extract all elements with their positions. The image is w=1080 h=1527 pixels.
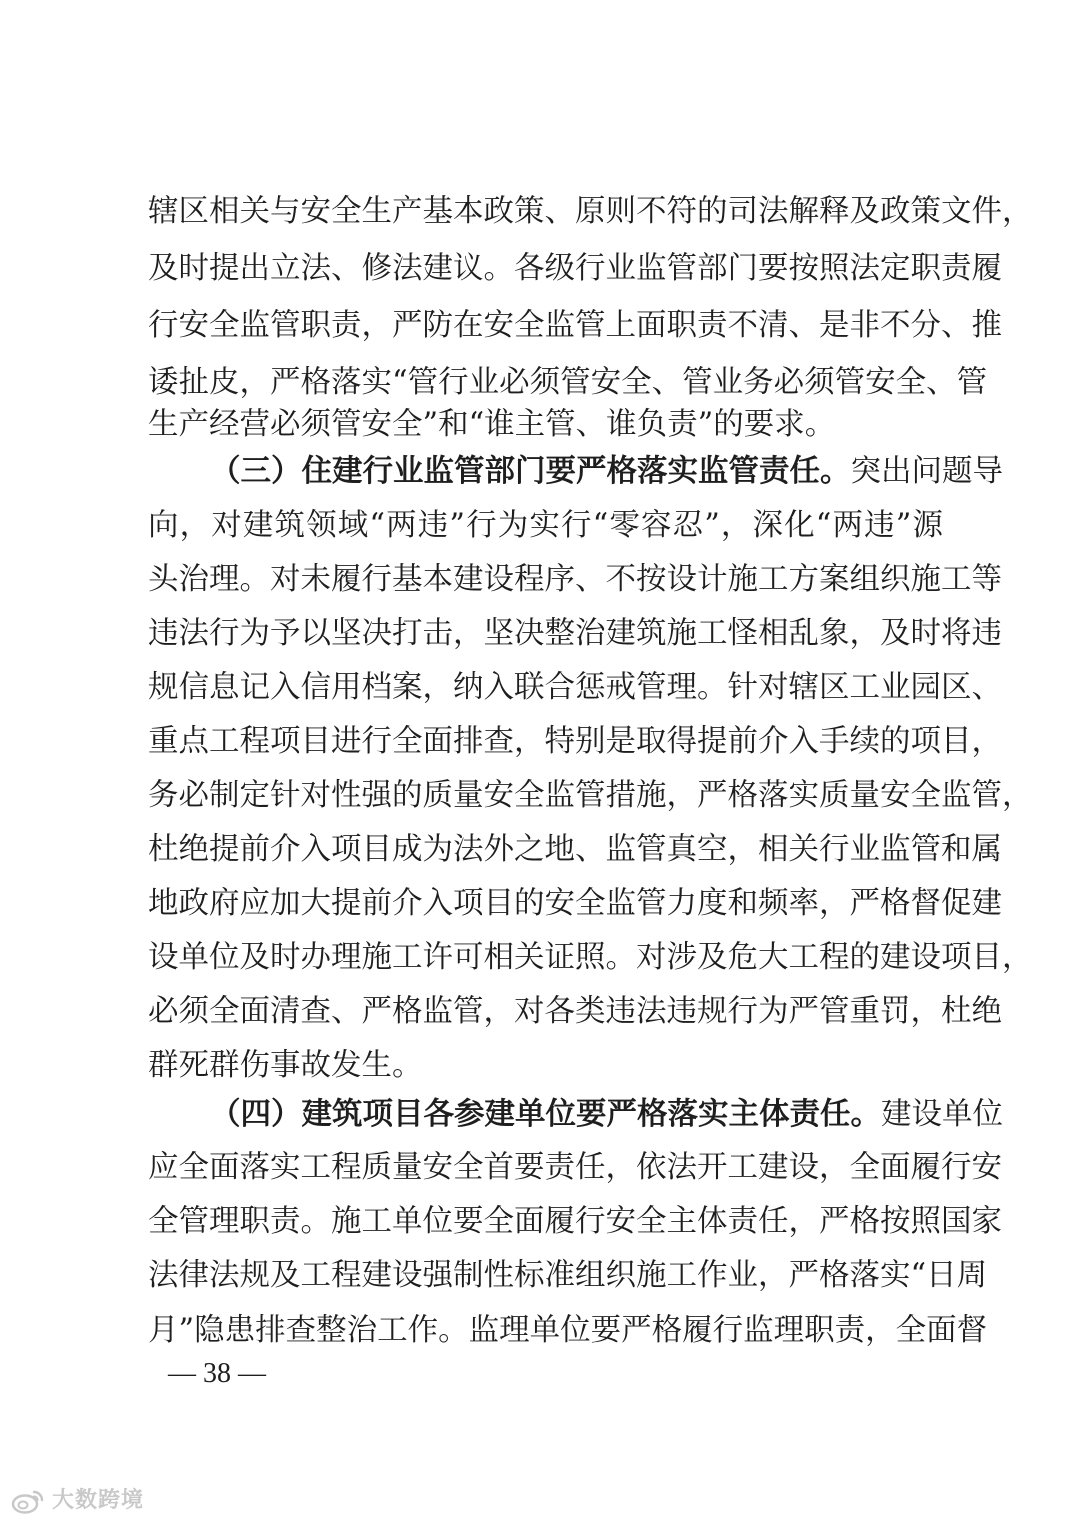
paragraph-2-line-10: 设单位及时办理施工许可相关证照。对涉及危大工程的建设项目， [148, 940, 1033, 975]
weibo-logo-icon [10, 1487, 46, 1515]
watermark-text: 大数跨境 [52, 1488, 145, 1513]
section-4-heading: （四）建筑项目各参建单位要严格落实主体责任。 [210, 1096, 881, 1132]
paragraph-1-line-2: 及时提出立法、修法建议。各级行业监管部门要按照法定职责履 [148, 251, 1002, 286]
paragraph-2-line-5: 规信息记入信用档案，纳入联合惩戒管理。针对辖区工业园区、 [148, 670, 1002, 705]
section-3-heading: （三）住建行业监管部门要严格落实监管责任。 [210, 453, 851, 489]
paragraph-3-line-1-rest: 建设单位 [881, 1097, 1003, 1132]
watermark [10, 1486, 144, 1516]
paragraph-2-line-4: 违法行为予以坚决打击，坚决整治建筑施工怪相乱象，及时将违 [148, 616, 1002, 651]
paragraph-1-line-5: 生产经营必须管安全”和“谁主管、谁负责”的要求。 [148, 407, 836, 442]
paragraph-3-line-4: 法律法规及工程建设强制性标准组织施工作业，严格落实“日周 [148, 1258, 988, 1293]
paragraph-2-line-2: 向，对建筑领域“两违”行为实行“零容忍”，深化“两违”源 [148, 508, 943, 543]
paragraph-3-line-2: 应全面落实工程质量安全首要责任，依法开工建设，全面履行安 [148, 1150, 1002, 1185]
page-number: — 38 — [168, 1358, 266, 1389]
paragraph-2-line-6: 重点工程项目进行全面排查，特别是取得提前介入手续的项目， [148, 724, 1002, 759]
paragraph-1-line-3: 行安全监管职责，严防在安全监管上面职责不清、是非不分、推 [148, 308, 1002, 343]
paragraph-2-line-7: 务必制定针对性强的质量安全监管措施，严格落实质量安全监管， [148, 778, 1033, 813]
paragraph-3-line-5: 月”隐患排查整治工作。监理单位要严格履行监理职责，全面督 [148, 1313, 988, 1348]
paragraph-2-line-3: 头治理。对未履行基本建设程序、不按设计施工方案组织施工等 [148, 562, 1002, 597]
paragraph-1-line-4: 诿扯皮，严格落实“管行业必须管安全、管业务必须管安全、管 [148, 365, 988, 400]
paragraph-2-line-11: 必须全面清查、严格监管，对各类违法违规行为严管重罚，杜绝 [148, 994, 1002, 1029]
paragraph-2-line-9: 地政府应加大提前介入项目的安全监管力度和频率，严格督促建 [148, 886, 1002, 921]
paragraph-3-line-3: 全管理职责。施工单位要全面履行安全主体责任，严格按照国家 [148, 1204, 1002, 1239]
paragraph-2-line-1 [210, 451, 1003, 491]
paragraph-3-line-1 [210, 1094, 1003, 1134]
paragraph-2-line-1-rest: 突出问题导 [850, 454, 1003, 489]
paragraph-2-line-12: 群死群伤事故发生。 [148, 1048, 423, 1083]
paragraph-2-line-8: 杜绝提前介入项目成为法外之地、监管真空，相关行业监管和属 [148, 832, 1002, 867]
paragraph-1-line-1: 辖区相关与安全生产基本政策、原则不符的司法解释及政策文件， [148, 194, 1033, 229]
